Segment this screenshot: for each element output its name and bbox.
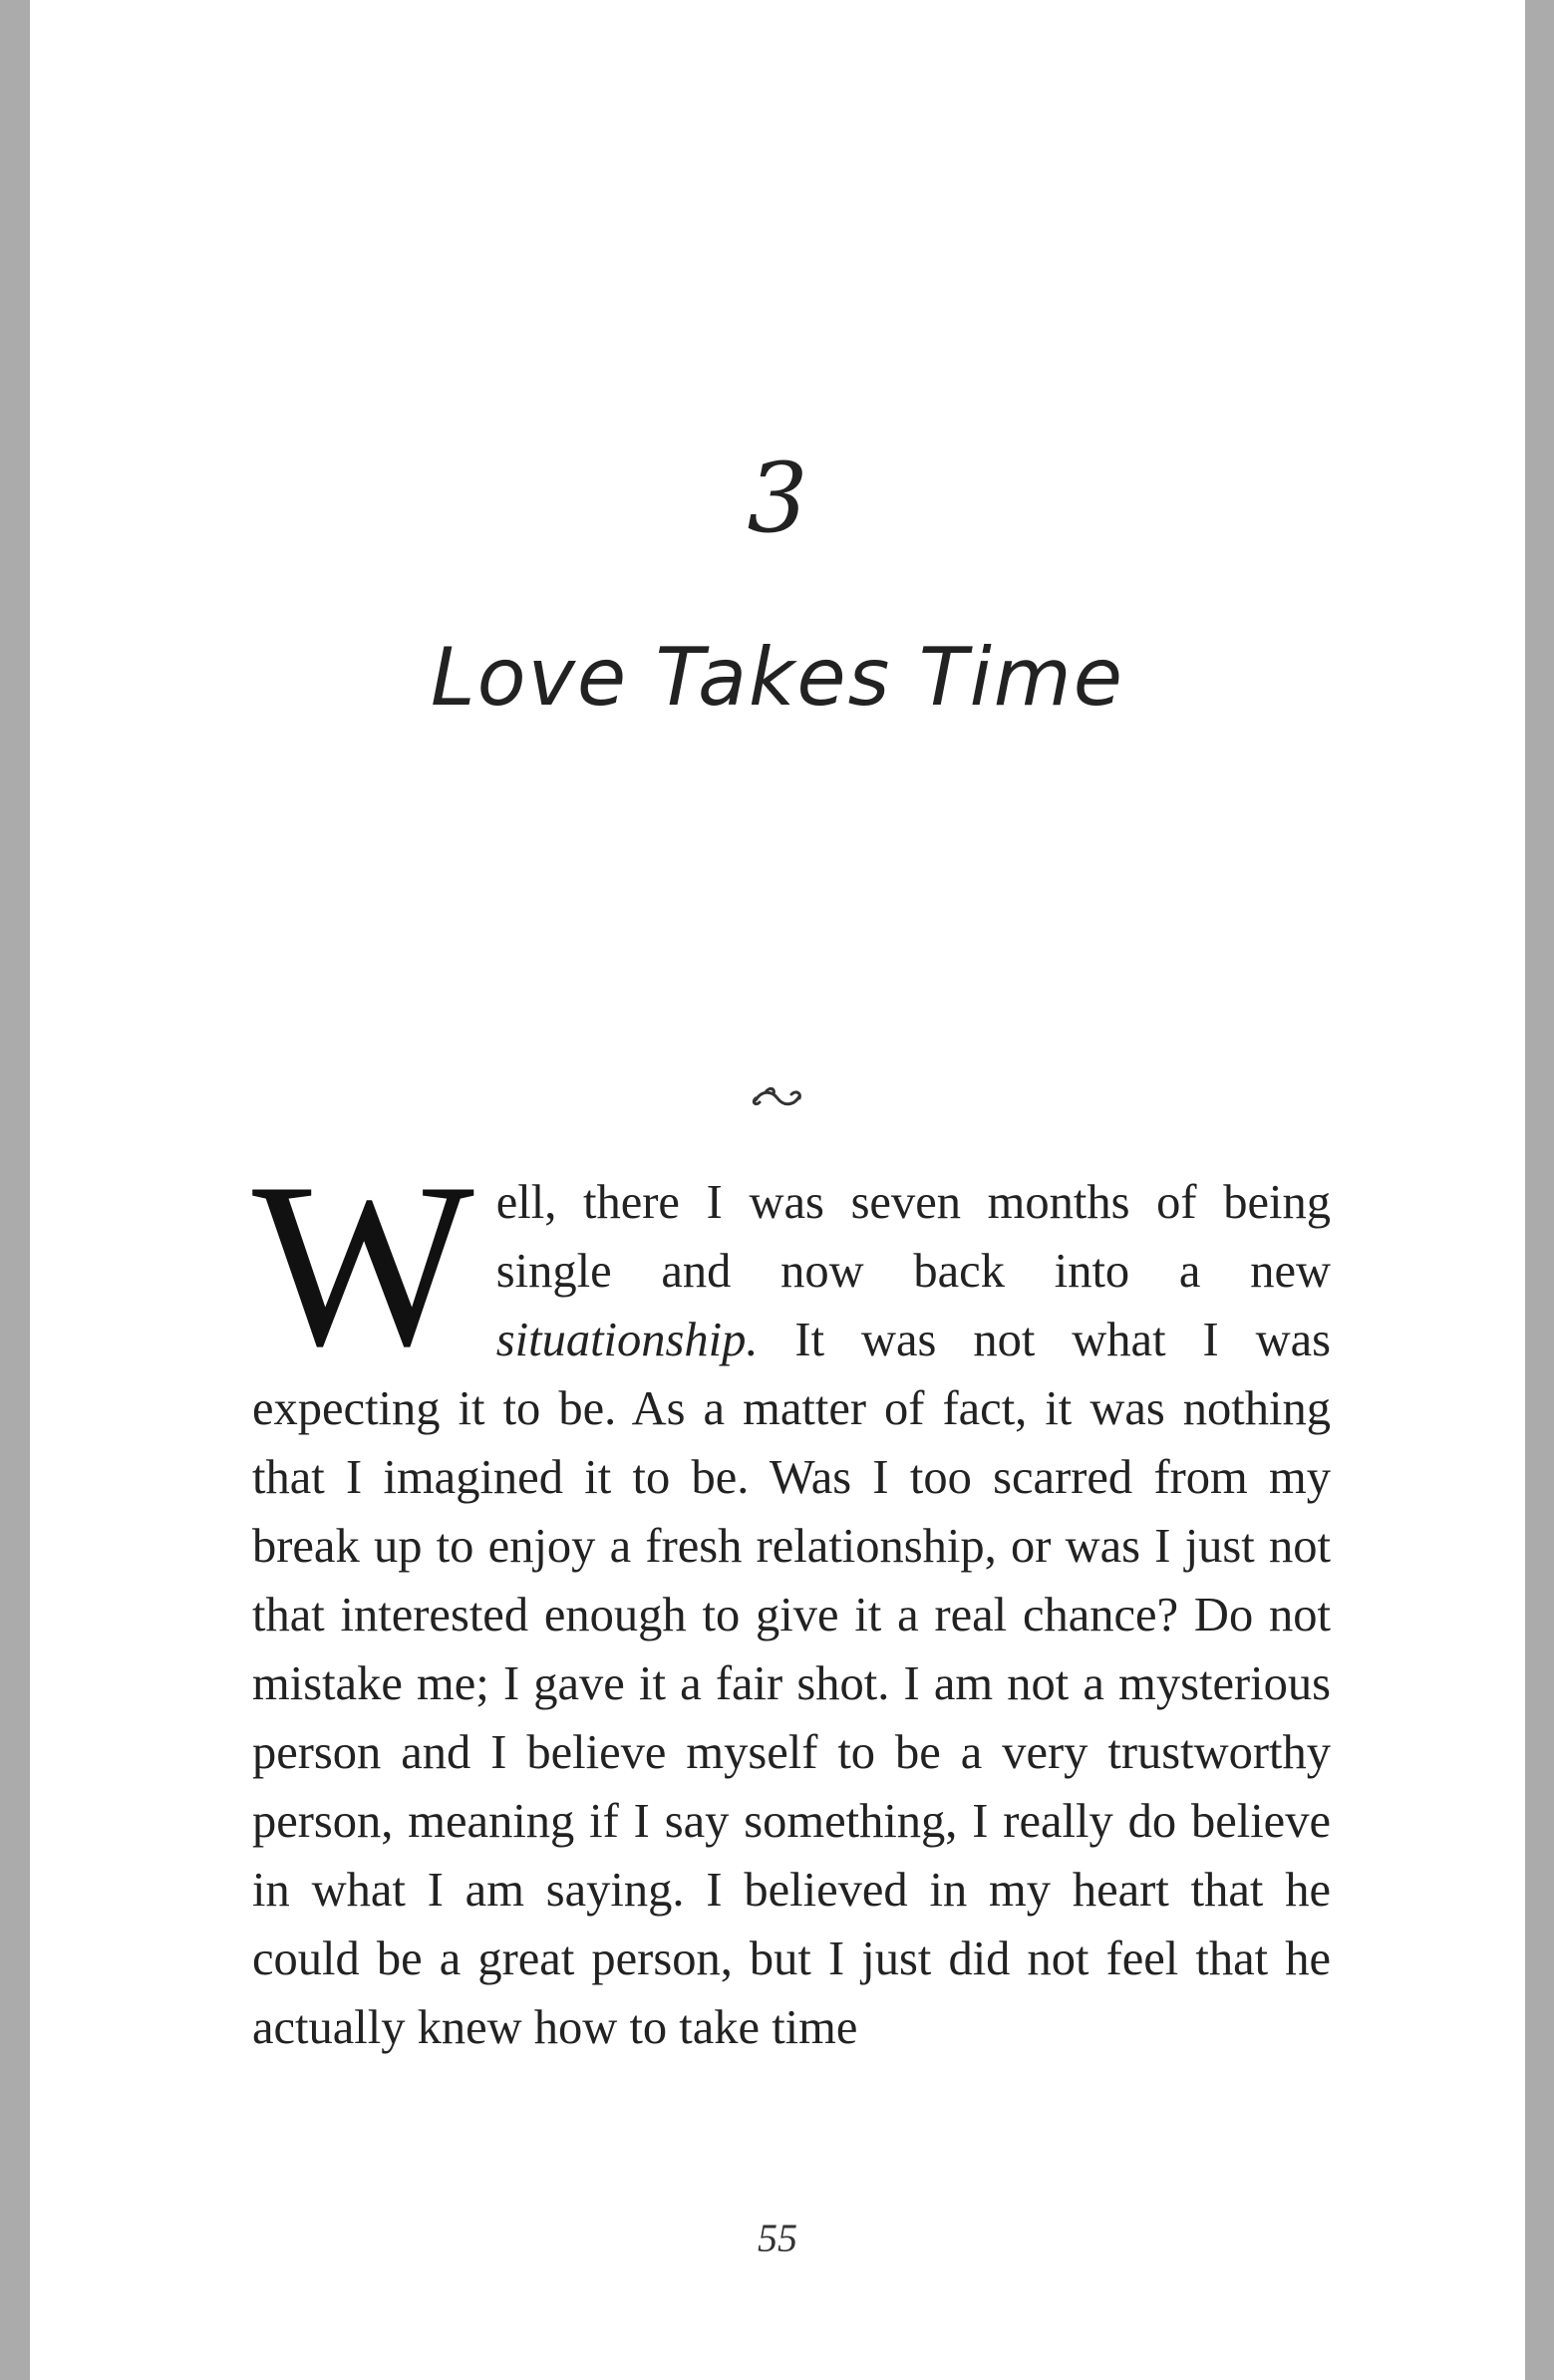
italic-word: situationship. [495,1314,759,1366]
paragraph-text-end: It was not what I was expecting it to be. As a matter of fact, it was nothing that I imagined it to be. Was I too scarred from my break up to enjoy a fresh relationship, or was I just not that interested enough to give it a real chance? Do not mistake me; I gave it a fair shot. I am not a mysterious person and I believe myself to be a very trustworthy person, meaning if I say something, I really do believe in what I am saying. I believed in my heart that he could be a great person, but I just did not feel that he actually knew how to take time [252,1314,1331,2054]
page-number: 55 [758,2216,797,2260]
book-page [30,0,1525,2380]
chapter-title: Love Takes Time [431,631,1124,724]
body-paragraph [252,1135,1331,2062]
paragraph-text-start: ell, there I was seven months of being single and now back into a new [495,1176,1331,1298]
drop-cap: W [252,1135,474,1395]
chapter-number: 3 [747,443,808,554]
fleuron-icon [748,1076,807,1116]
